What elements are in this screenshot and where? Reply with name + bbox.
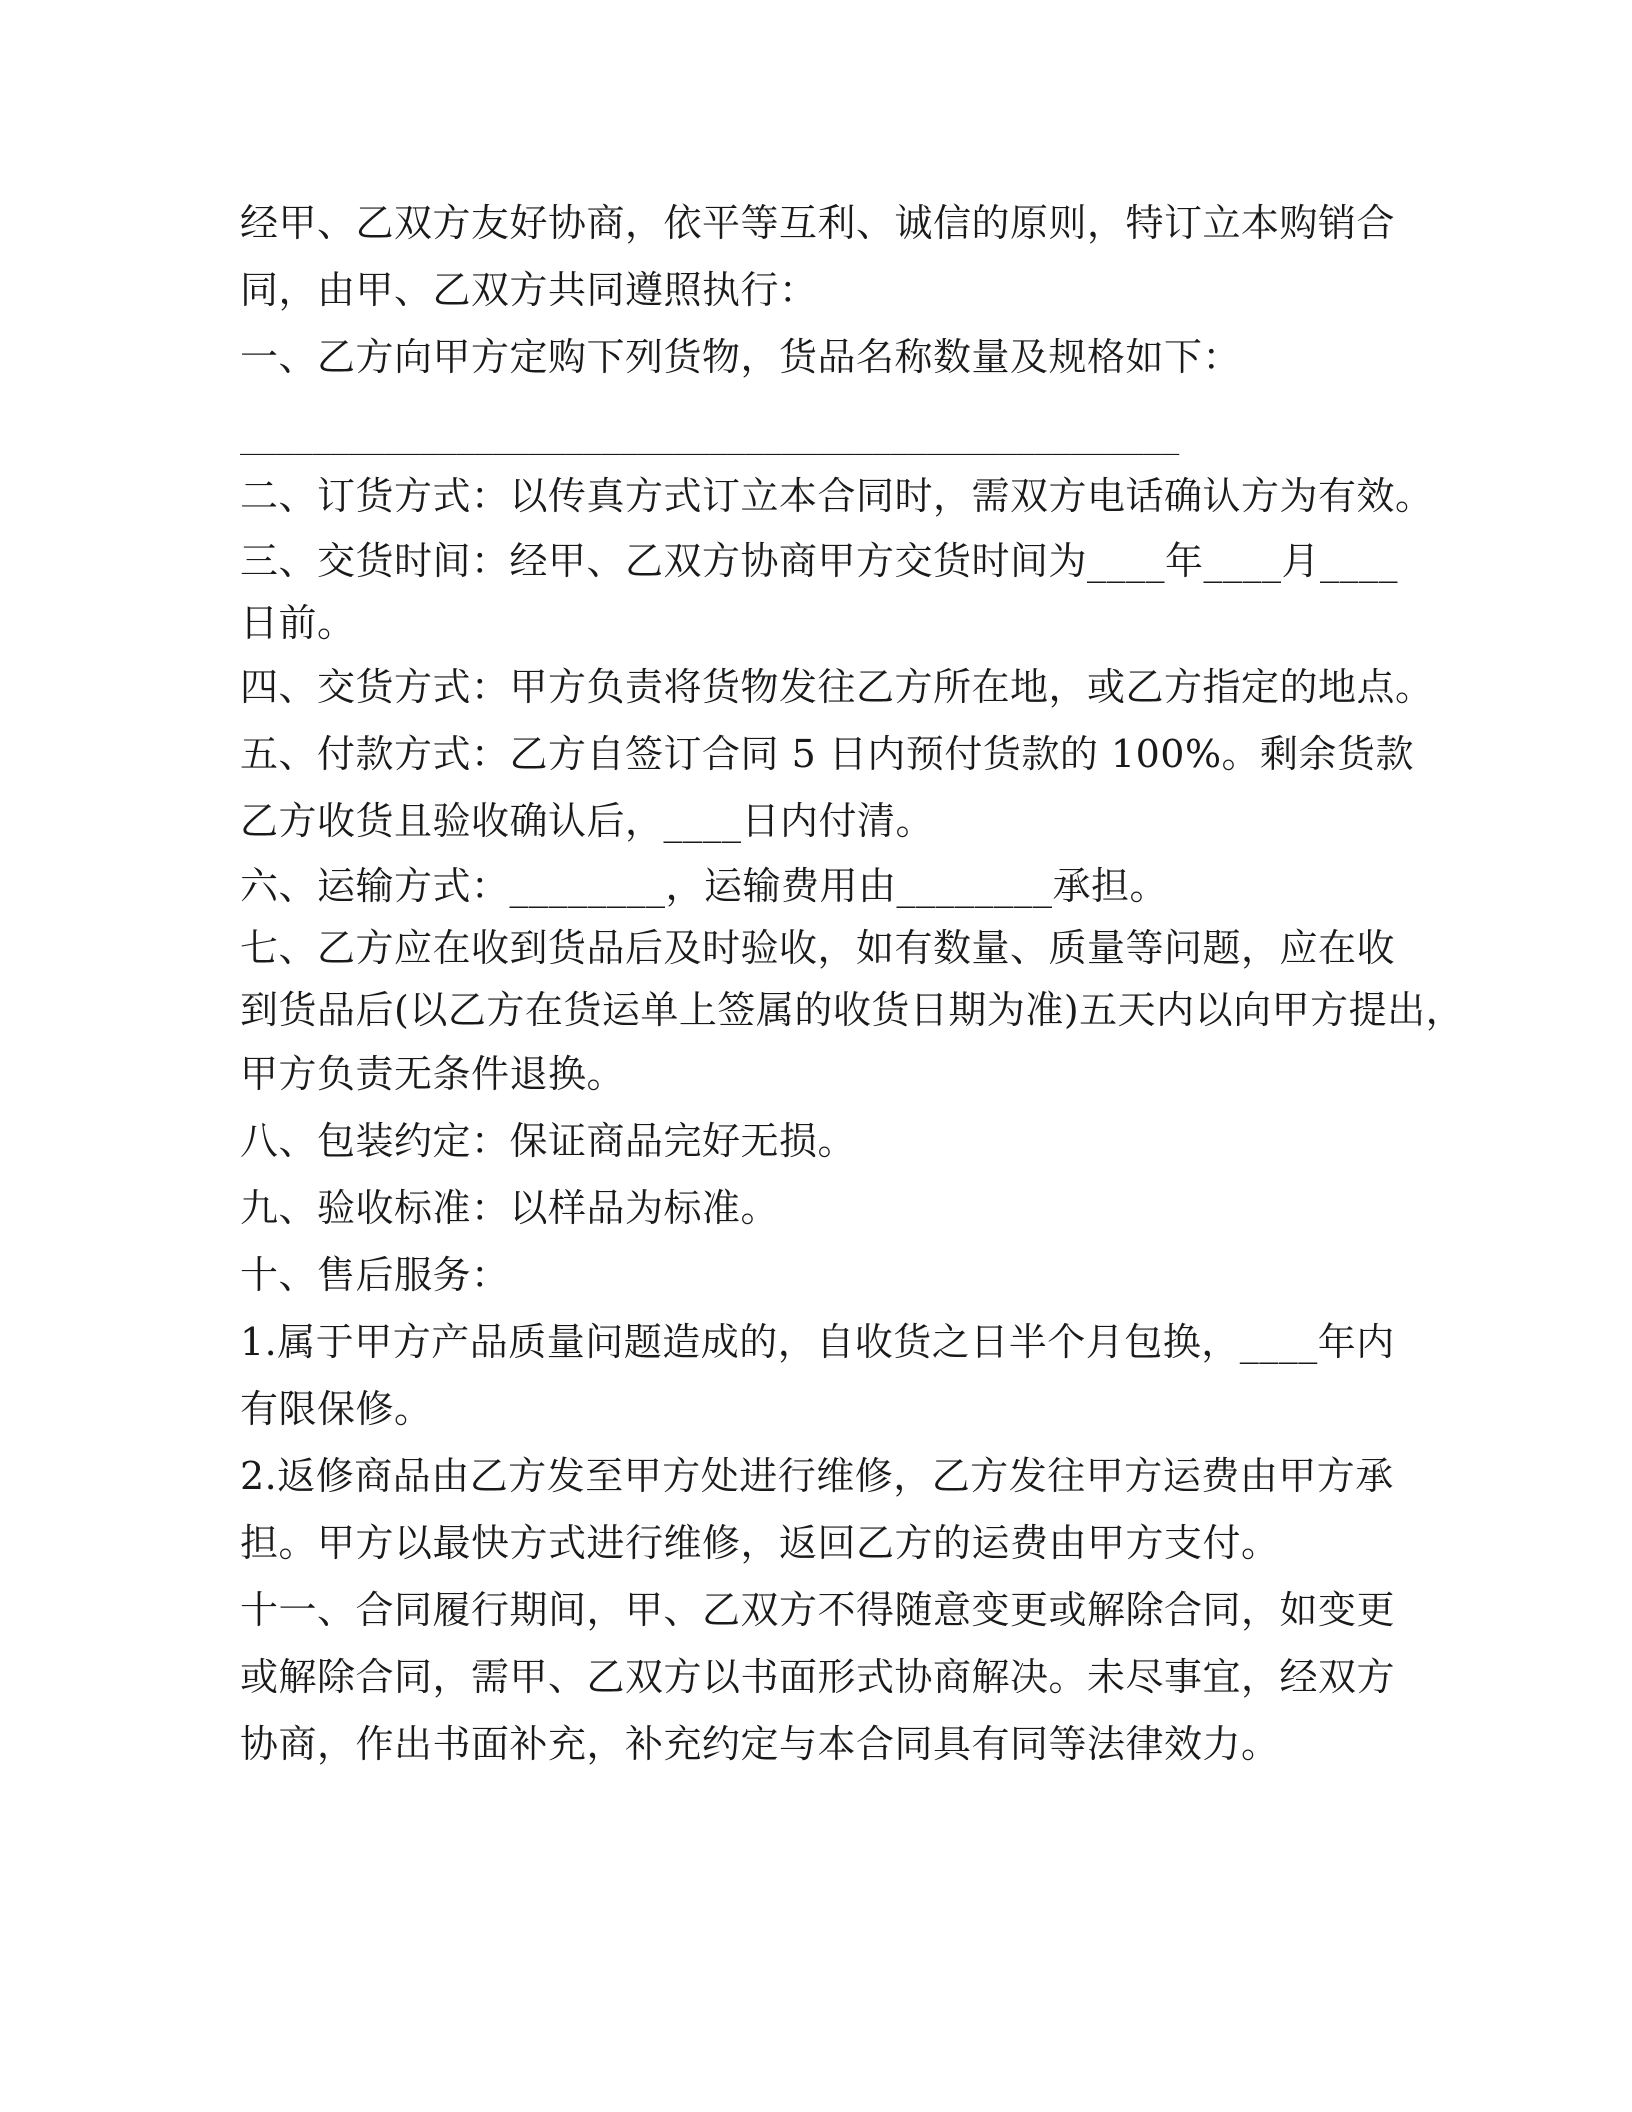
text-line: 同，由甲、乙双方共同遵照执行： — [240, 268, 818, 312]
clause-9: 九、验收标准：以样品为标准。 — [240, 1186, 780, 1230]
clause-1: 一、乙方向甲方定购下列货物，货品名称数量及规格如下： — [240, 335, 1242, 379]
clause-5: 五、付款方式：乙方自签订合同 5 日内预付货款的 100%。剩余货款 — [240, 732, 1415, 776]
clause-7: 七、乙方应在收到货品后及时验收，如有数量、质量等问题，应在收 — [240, 926, 1396, 970]
clause-3: 三、交货时间：经甲、乙双方协商甲方交货时间为____年____月____ — [240, 539, 1399, 583]
service-item-2: 2.返修商品由乙方发至甲方处进行维修，乙方发往甲方运费由甲方承 — [240, 1454, 1394, 1498]
clause-10: 十、售后服务： — [240, 1253, 510, 1297]
text-line: 日前。 — [240, 601, 356, 645]
text-line: 乙方收货且验收确认后，____日内付清。 — [240, 799, 935, 843]
clause-6: 六、运输方式：________，运输费用由________承担。 — [240, 864, 1169, 908]
text-line: 担。甲方以最快方式进行维修，返回乙方的运费由甲方支付。 — [240, 1521, 1280, 1565]
text-line: 甲方负责无条件退换。 — [240, 1052, 626, 1096]
service-item-1: 1.属于甲方产品质量问题造成的，自收货之日半个月包换，____年内 — [240, 1320, 1395, 1364]
clause-4: 四、交货方式：甲方负责将货物发往乙方所在地，或乙方指定的地点。 — [240, 665, 1434, 709]
goods-blank-line: ____________________________________________________ — [240, 421, 1180, 456]
text-line: 协商，作出书面补充，补充约定与本合同具有同等法律效力。 — [240, 1722, 1280, 1766]
clause-8: 八、包装约定：保证商品完好无损。 — [240, 1119, 857, 1163]
text-line: 或解除合同，需甲、乙双方以书面形式协商解决。未尽事宜，经双方 — [240, 1655, 1396, 1699]
text-line: 到货品后(以乙方在货运单上签属的收货日期为准)五天内以向甲方提出， — [240, 988, 1465, 1032]
text-line: 有限保修。 — [240, 1387, 433, 1431]
contract-body — [240, 190, 1465, 1778]
text-line: 经甲、乙双方友好协商，依平等互利、诚信的原则，特订立本购销合 — [240, 201, 1396, 245]
clause-2: 二、订货方式：以传真方式订立本合同时，需双方电话确认方为有效。 — [240, 474, 1434, 518]
clause-11: 十一、合同履行期间，甲、乙双方不得随意变更或解除合同，如变更 — [240, 1588, 1396, 1632]
